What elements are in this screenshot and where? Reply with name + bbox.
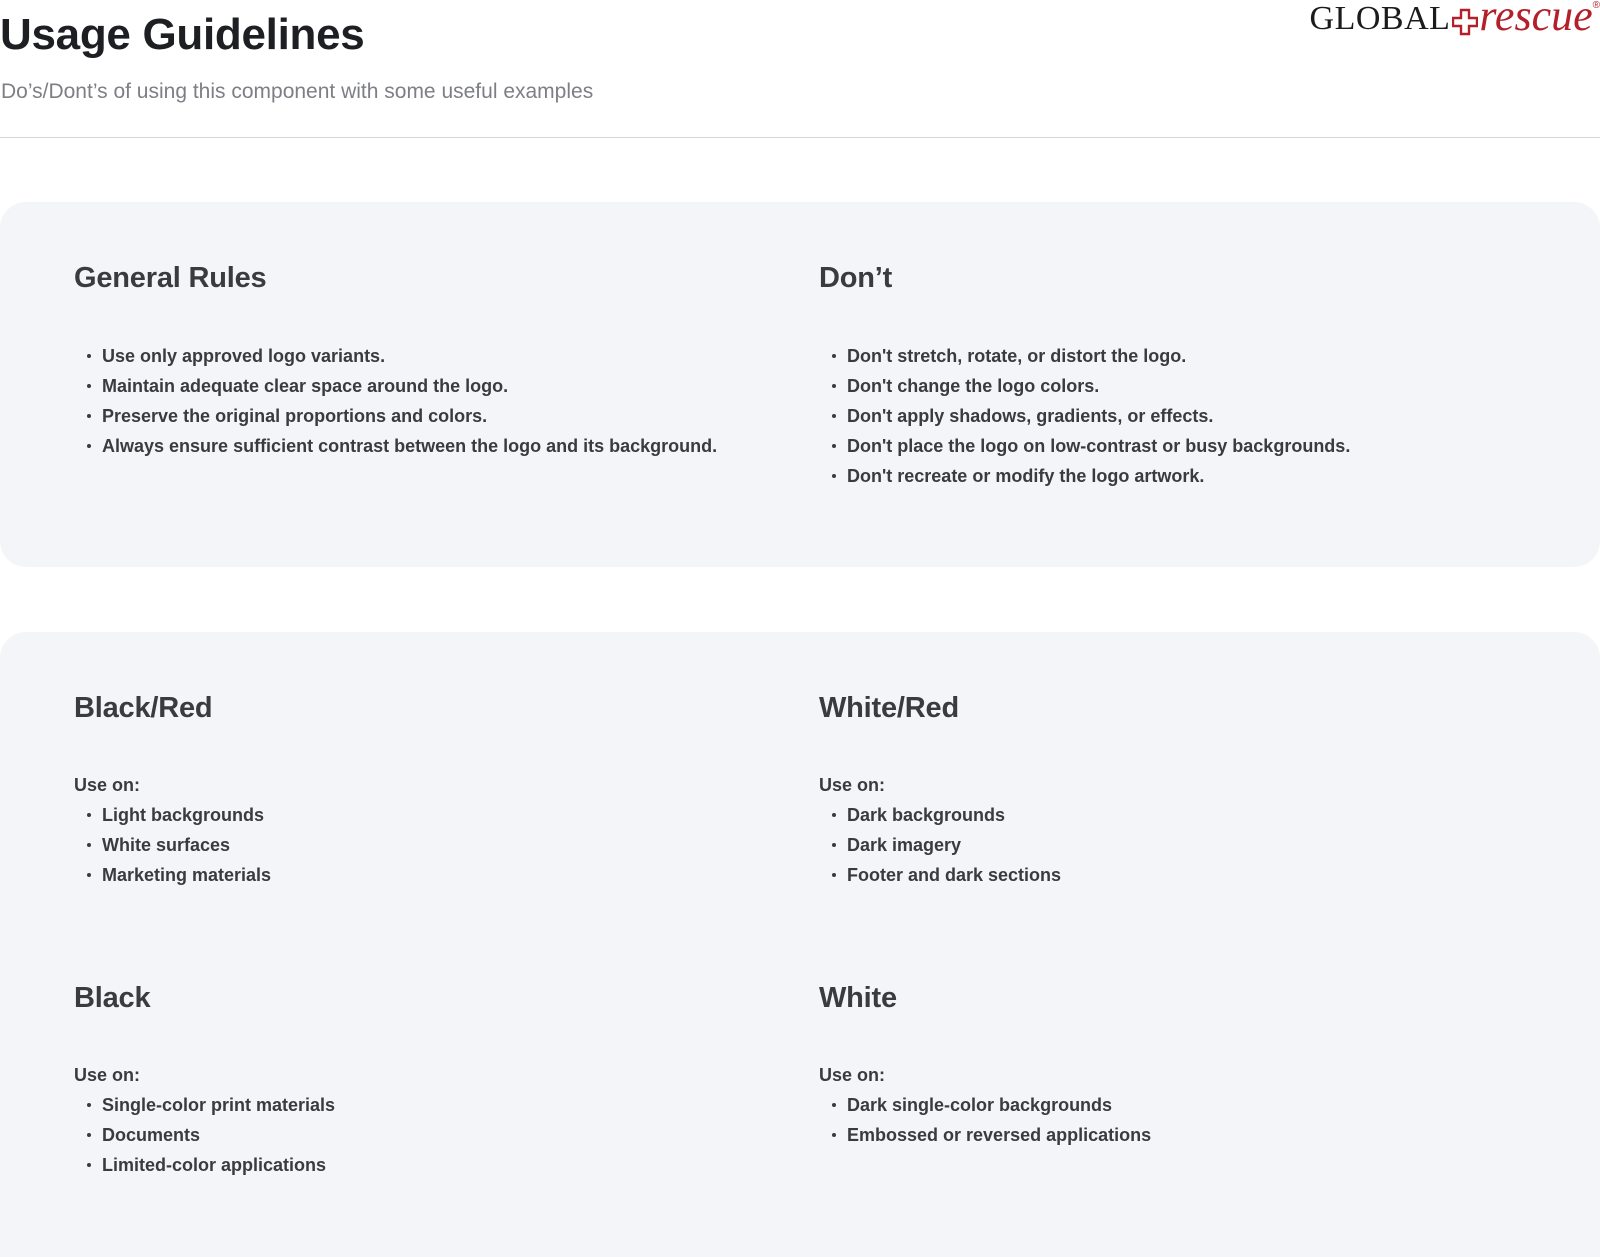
logo-word-rescue: rescue bbox=[1479, 0, 1593, 40]
general-rules-section bbox=[74, 262, 774, 461]
use-on-label: Use on: bbox=[819, 1065, 886, 1085]
list-item: Documents bbox=[74, 1120, 774, 1150]
logo-word-global: GLOBAL bbox=[1309, 0, 1451, 37]
list-item: Maintain adequate clear space around the logo. bbox=[74, 371, 774, 401]
list-item: Don't apply shadows, gradients, or effects. bbox=[819, 401, 1519, 431]
list-item: Don't place the logo on low-contrast or busy backgrounds. bbox=[819, 431, 1519, 461]
general-rules-title: General Rules bbox=[74, 262, 267, 294]
black-red-title: Black/Red bbox=[74, 692, 213, 724]
list-item: Embossed or reversed applications bbox=[819, 1120, 1519, 1150]
list-item: Don't stretch, rotate, or distort the logo. bbox=[819, 341, 1519, 371]
black-red-list bbox=[74, 800, 774, 890]
white-list bbox=[819, 1090, 1519, 1150]
white-red-section bbox=[819, 692, 1519, 890]
global-rescue-logo bbox=[1310, 0, 1600, 38]
list-item: Dark imagery bbox=[819, 830, 1519, 860]
list-item: Always ensure sufficient contrast between the logo and its background. bbox=[74, 431, 774, 461]
white-section bbox=[819, 982, 1519, 1150]
white-red-list bbox=[819, 800, 1519, 890]
list-item: Don't change the logo colors. bbox=[819, 371, 1519, 401]
use-on-label: Use on: bbox=[74, 775, 141, 795]
black-section bbox=[74, 982, 774, 1180]
page-subtitle: Do’s/Dont’s of using this component with some useful examples bbox=[1, 80, 594, 103]
white-title: White bbox=[819, 982, 897, 1014]
list-item: Marketing materials bbox=[74, 860, 774, 890]
general-rules-list bbox=[74, 341, 774, 461]
list-item: Dark single-color backgrounds bbox=[819, 1090, 1519, 1120]
list-item: Don't recreate or modify the logo artwork. bbox=[819, 461, 1519, 491]
use-on-label: Use on: bbox=[74, 1065, 141, 1085]
list-item: Footer and dark sections bbox=[819, 860, 1519, 890]
page-header bbox=[0, 0, 1600, 138]
red-cross-icon bbox=[1452, 4, 1478, 38]
list-item: Preserve the original proportions and colors. bbox=[74, 401, 774, 431]
variants-panel bbox=[0, 632, 1600, 1257]
use-on-label: Use on: bbox=[819, 775, 886, 795]
dont-title: Don’t bbox=[819, 262, 893, 294]
list-item: Single-color print materials bbox=[74, 1090, 774, 1120]
list-item: Light backgrounds bbox=[74, 800, 774, 830]
rules-panel bbox=[0, 202, 1600, 567]
black-title: Black bbox=[74, 982, 151, 1014]
list-item: White surfaces bbox=[74, 830, 774, 860]
black-red-section bbox=[74, 692, 774, 890]
dont-list bbox=[819, 341, 1519, 491]
white-red-title: White/Red bbox=[819, 692, 959, 724]
black-list bbox=[74, 1090, 774, 1180]
page-title: Usage Guidelines bbox=[0, 10, 365, 59]
list-item: Use only approved logo variants. bbox=[74, 341, 774, 371]
list-item: Dark backgrounds bbox=[819, 800, 1519, 830]
dont-section bbox=[819, 262, 1519, 491]
list-item: Limited-color applications bbox=[74, 1150, 774, 1180]
logo-registered-mark: ® bbox=[1592, 0, 1600, 11]
